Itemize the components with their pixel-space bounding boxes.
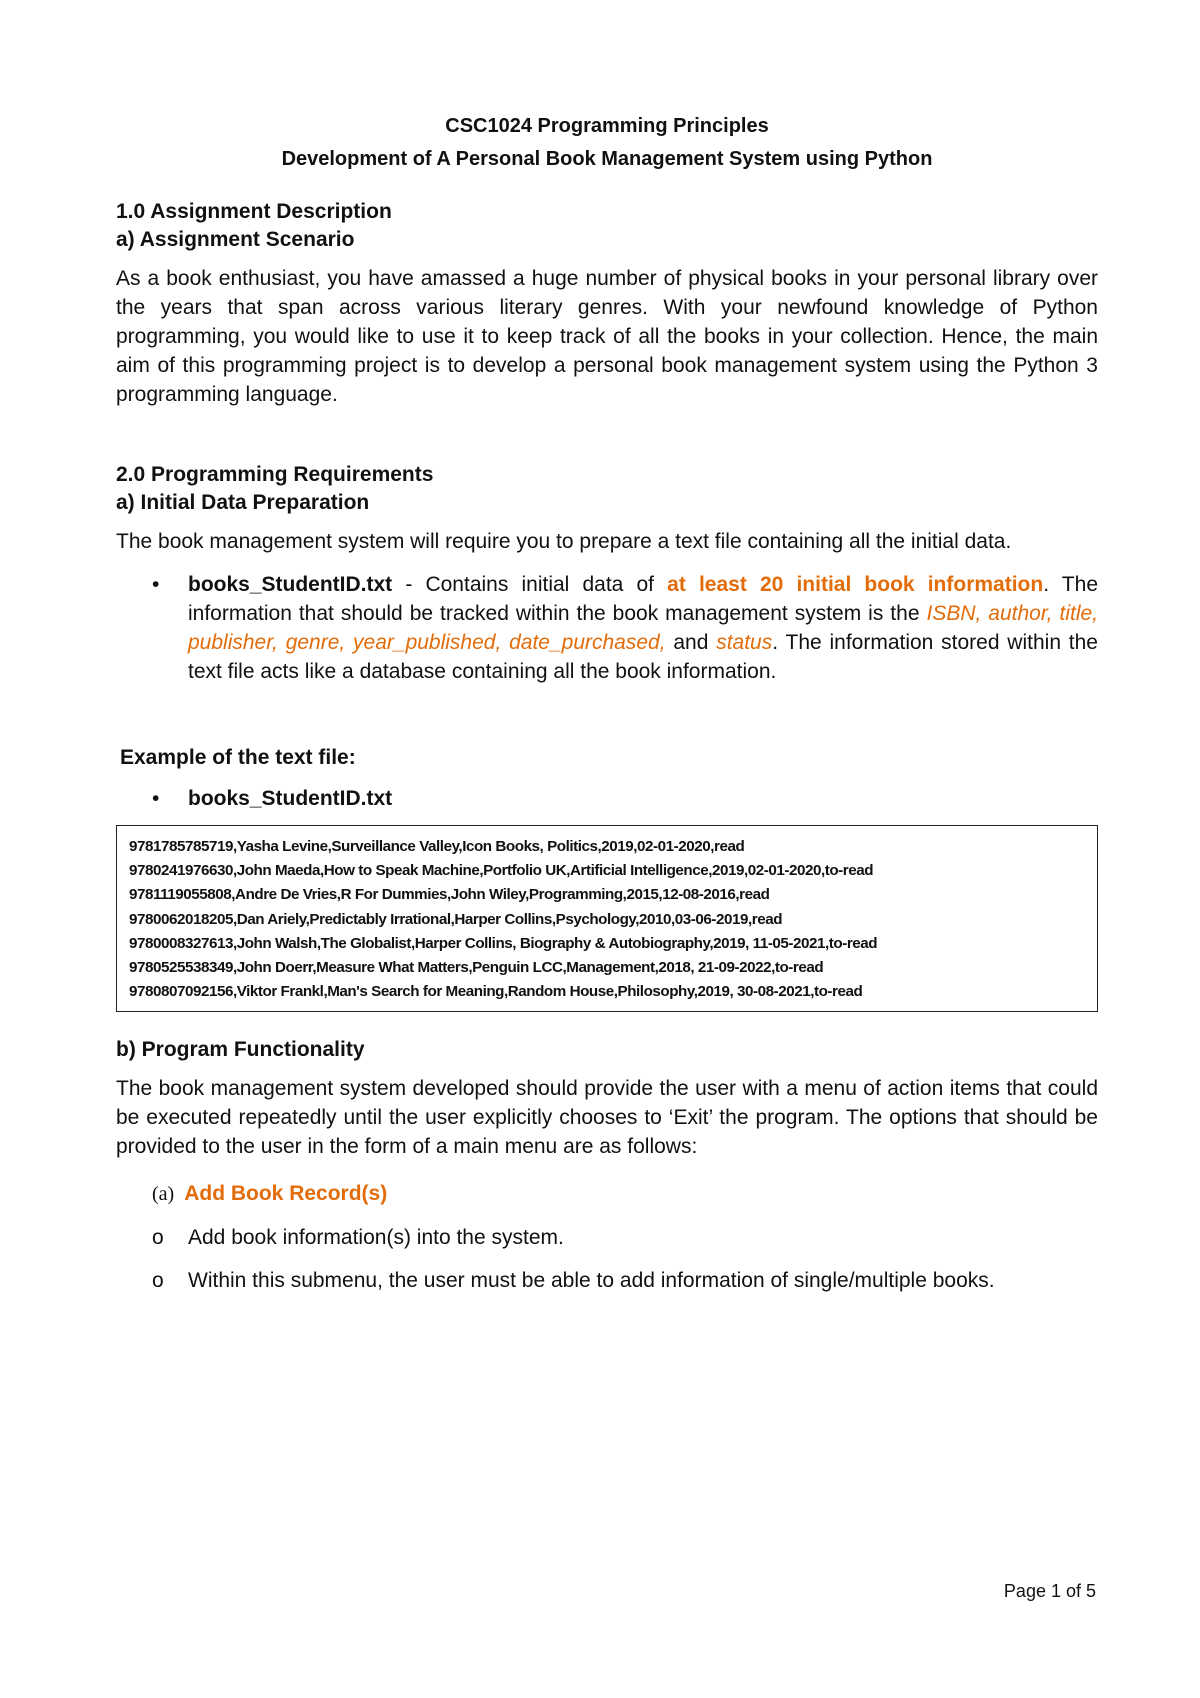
section2-sub-a: a) Initial Data Preparation [116,491,370,514]
sub-bullet-text: Add book information(s) into the system. [188,1226,564,1250]
record-line: 9780062018205,Dan Ariely,Predictably Irrational,Harper Collins,Psychology,2010,03-06-2019,read [129,910,783,928]
example-file-bullet [116,784,1098,813]
bullet-text-2: . The information that should be tracked within the book management system is the [188,573,1098,625]
bullet-highlight: at least 20 initial book information [667,573,1044,596]
bullet-fields: ISBN, author, title, publisher, genre, year_published, date_purchased, [188,602,1098,654]
bullet-filename: books_StudentID.txt [188,573,393,596]
example-filename: books_StudentID.txt [188,787,393,810]
document-subtitle: Development of A Personal Book Management System using Python [281,148,933,170]
bullet-books-file [116,570,1098,686]
record-line: 9780525538349,John Doerr,Measure What Matters,Penguin LCC,Management,2018, 21-09-2022,to-read [129,959,824,977]
bullet-icon: • [152,573,160,596]
section1-heading: 1.0 Assignment Description [116,200,392,223]
example-heading: Example of the text file: [120,746,356,769]
record-line: 9781785785719,Yasha Levine,Surveillance Valley,Icon Books, Politics,2019,02-01-2020,read [129,838,745,855]
bullet-icon: • [152,787,160,810]
bullet-text-3: and [665,631,717,654]
section2-sub-b: b) Program Functionality [116,1038,365,1062]
sub-bullet-text: Within this submenu, the user must be able to add information of single/multiple books. [188,1269,995,1293]
menu-item-add-book [116,1179,1098,1209]
page-content [116,96,1098,1295]
record-line: 9780008327613,John Walsh,The Globalist,Harper Collins, Biography & Autobiography,2019, 11-05-2021,to-read [129,934,878,952]
scenario-paragraph: As a book enthusiast, you have amassed a huge number of physical books in your personal library over the years that span across various literary genres. With your newfound knowledge of Python programming, you would like to use it to keep track of all the books in your collection. Hence, the main aim of this programming project is to develop a personal book management system using the Python 3 programming language. [116,267,1098,406]
page-number: Page 1 of 5 [1003,1581,1096,1601]
menu-item-label: (a) [152,1183,175,1206]
bullet-text-4: . The information stored within the text file acts like a database containing all the book information. [188,631,1098,683]
section2-heading: 2.0 Programming Requirements [116,463,434,486]
text-file-example-box [116,825,1098,1012]
data-prep-paragraph: The book management system will require you to prepare a text file containing all the initial data. [116,530,1012,553]
bullet-status-field: status [716,631,773,654]
sub-bullet-2 [116,1266,1098,1295]
record-line: 9780807092156,Viktor Frankl,Man's Search for Meaning,Random House,Philosophy,2019, 30-08-2021,to-read [129,983,863,1001]
bullet-text-1: - Contains initial data of [392,573,668,596]
circle-bullet-icon: o [152,1226,164,1250]
course-title: CSC1024 Programming Principles [445,115,769,137]
record-line: 9780241976630,John Maeda,How to Speak Machine,Portfolio UK,Artificial Intelligence,2019,02-01-2020,to-read [129,862,874,880]
section1-sub-a: a) Assignment Scenario [116,228,355,251]
functionality-paragraph: The book management system developed should provide the user with a menu of action items that could be executed repeatedly until the user explicitly chooses to ‘Exit’ the program. The options that should be provided to the user in the form of a main menu are as follows: [116,1077,1098,1159]
circle-bullet-icon: o [152,1269,164,1293]
menu-item-title: Add Book Record(s) [184,1182,388,1206]
sub-bullet-1 [116,1223,1098,1252]
record-line: 9781119055808,Andre De Vries,R For Dummies,John Wiley,Programming,2015,12-08-2016,read [129,886,770,904]
